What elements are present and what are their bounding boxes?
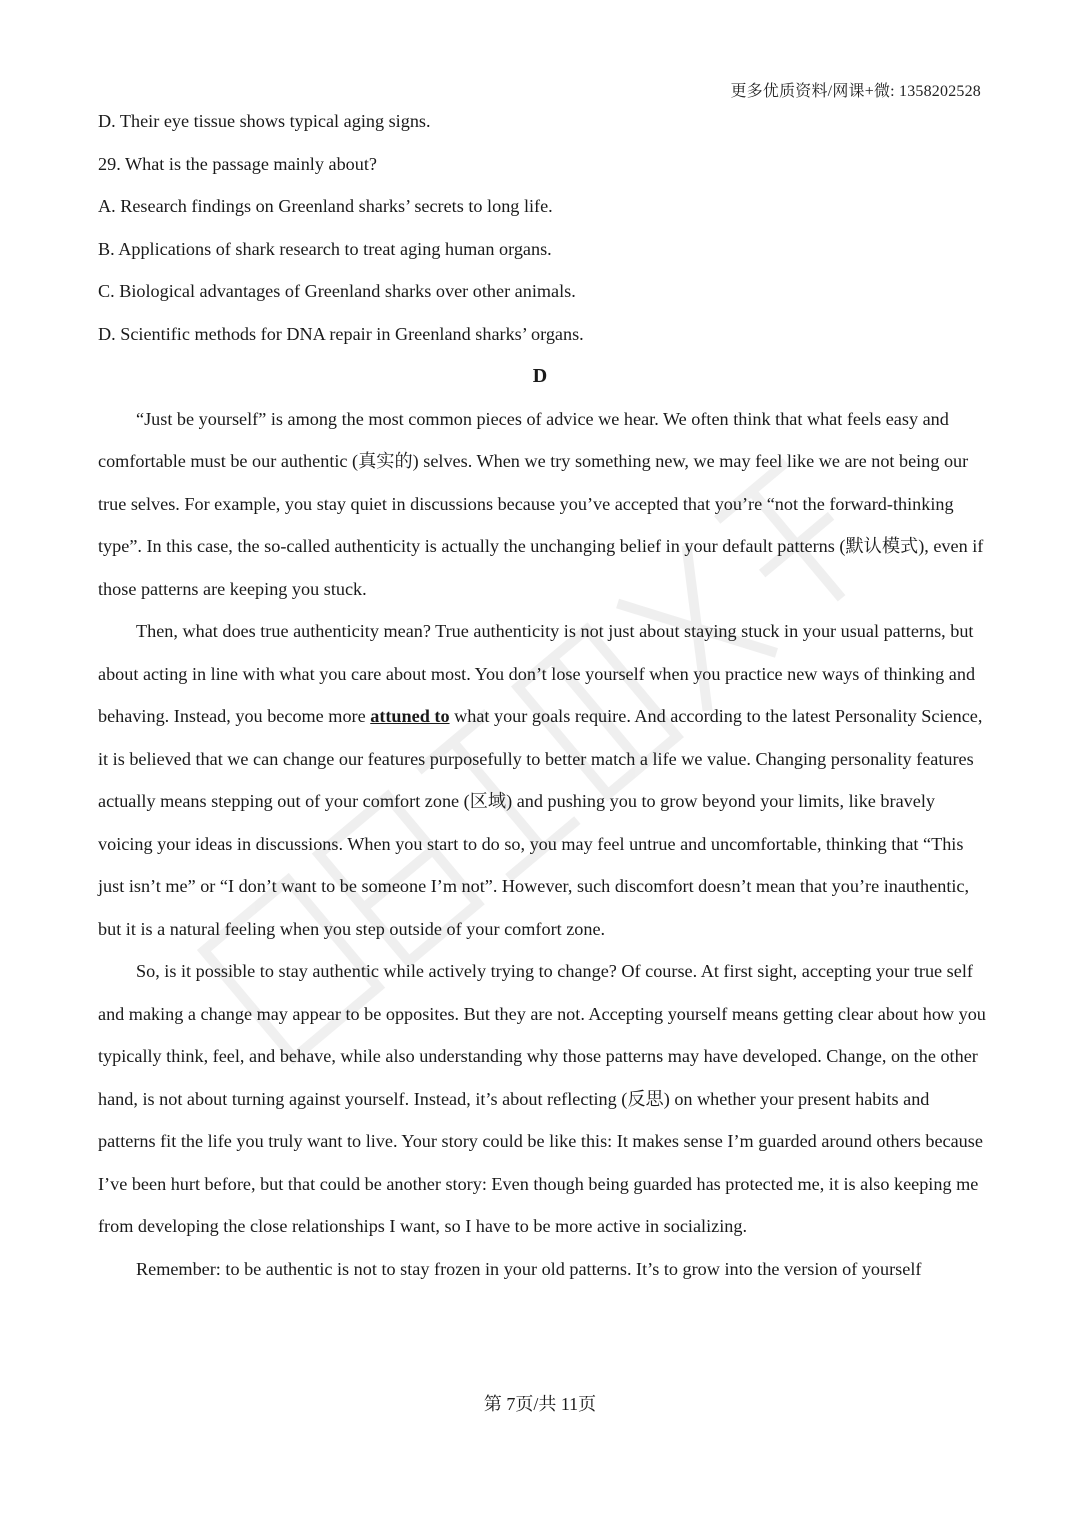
passage-paragraph-3: So, is it possible to stay authentic while actively trying to change? Of course. At first sight, accepting your true self and making a change may appear to be opposites. But they are not. Accepting yourself means getting clear about how you typically think, feel, and behave, while also understanding why those patterns may have developed. Change, on the other hand, is not about turning against yourself. Instead, it’s about reflecting (反思) on whether your present habits and patterns fit the life you truly want to live. Your story could be like this: It makes sense I’m guarded around others because I’ve been hurt before, but that could be another story: Even though being guarded has protected me, it is also keeping me from developing the close relationships I want, so I have to be more active in socializing. <box>98 961 986 1236</box>
section-title: D <box>532 365 548 387</box>
question-29-option-b: B. Applications of shark research to treat aging human organs. <box>98 238 552 259</box>
paragraph-2-text-after: what your goals require. And according to the latest Personality Science, it is believed that we can change our features purposefully to better match a life we value. Changing personality features actually means stepping out of your comfort zone (区域) and pushing you to grow beyond your limits, like bravely voicing your ideas in discussions. When you start to do so, you may feel untrue and uncomfortable, thinking that “This just isn’t me” or “I don’t want to be someone I’m not”. However, such discomfort doesn’t mean that you’re inauthentic, but it is a natural feeling when you step outside of your comfort zone. <box>98 706 983 939</box>
question-29-option-a: A. Research findings on Greenland sharks’ secrets to long life. <box>98 196 553 216</box>
page-number: 第 7页/共 11页 <box>483 1394 597 1414</box>
header-contact-note: 更多优质资料/网课+微: 1358202528 <box>730 83 981 100</box>
question-29-stem: 29. What is the passage mainly about? <box>98 153 377 174</box>
vocab-keyword: attuned to <box>370 706 450 726</box>
passage-paragraph-4: Remember: to be authentic is not to stay frozen in your old patterns. It’s to grow into the version of yourself <box>136 1258 922 1279</box>
question-29-option-d: D. Scientific methods for DNA repair in Greenland sharks’ organs. <box>98 323 584 344</box>
paragraph-2-text-before: Then, what does true authenticity mean? True authenticity is not just about staying stuck in your usual patterns, but about acting in line with what you care about most. You don’t lose yourself when you practice new ways of thinking and behaving. Instead, you become more <box>98 621 976 726</box>
question-29-option-c: C. Biological advantages of Greenland sharks over other animals. <box>98 281 576 301</box>
page-content <box>98 100 988 1290</box>
question-28-option-d: D. Their eye tissue shows typical aging signs. <box>98 111 431 131</box>
passage-paragraph-1: “Just be yourself” is among the most common pieces of advice we hear. We often think that what feels easy and comfortable must be our authentic (真实的) selves. When we try something new, we may feel like we are not being our true selves. For example, you stay quiet in discussions because you’ve accepted that you’re “not the forward-thinking type”. In this case, the so-called authenticity is actually the unchanging belief in your default patterns (默认模式), even if those patterns are keeping you stuck. <box>98 408 984 599</box>
passage-paragraph-2 <box>98 610 988 950</box>
